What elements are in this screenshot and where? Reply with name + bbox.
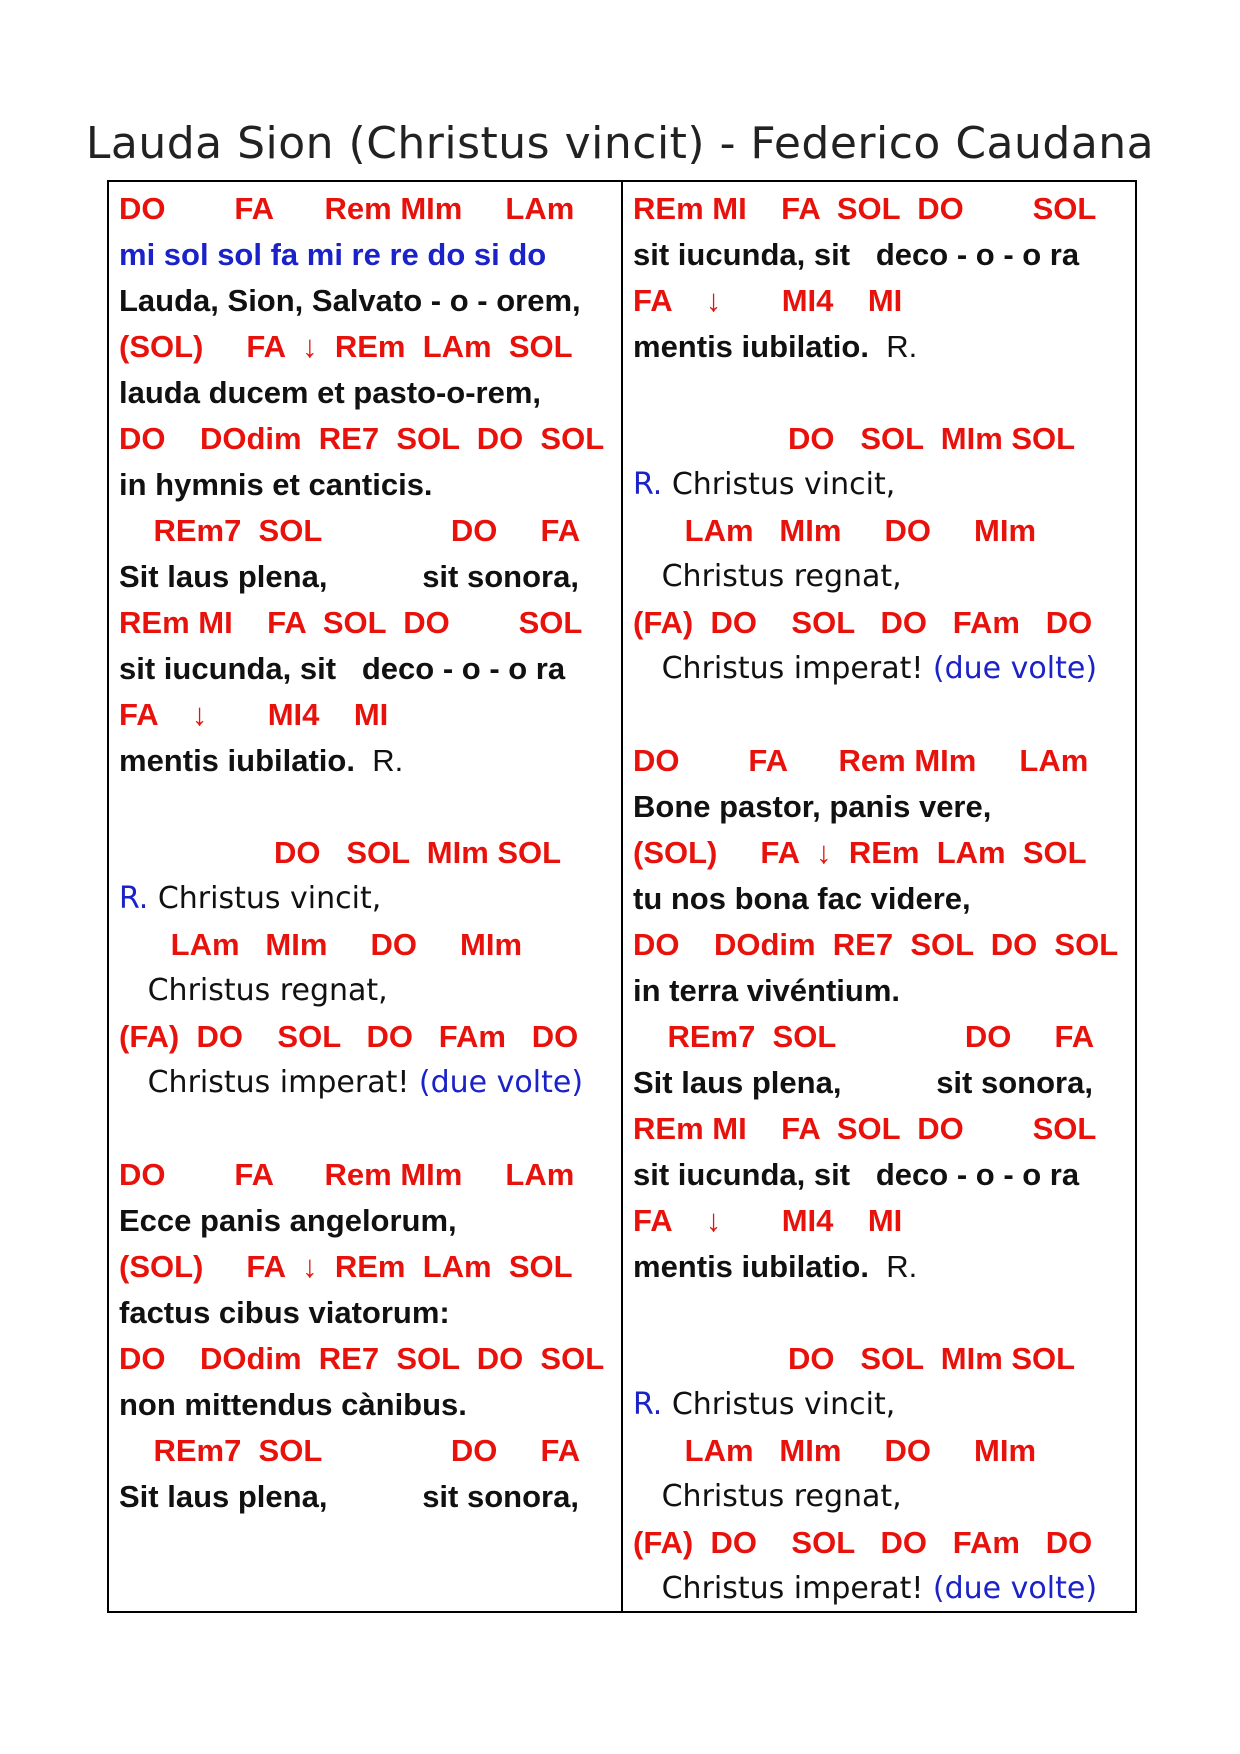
lyric-line: Bone pastor, panis vere,	[633, 789, 992, 824]
chord-line: LAm MIm DO MIm	[119, 927, 523, 962]
refrain-line	[119, 1060, 614, 1106]
chord-line: REm7 SOL DO FA	[119, 1433, 581, 1468]
repeat-note: (due volte)	[932, 651, 1098, 686]
chord-line: FA ↓ MI4 MI	[633, 283, 903, 318]
refrain-marker: R.	[372, 743, 404, 778]
lyric-line: Sit laus plena, sit sonora,	[633, 1065, 1093, 1100]
lyric-line: Sit laus plena, sit sonora,	[119, 559, 579, 594]
lyric-line: in hymnis et canticis.	[119, 467, 433, 502]
chord-line: LAm MIm DO MIm	[633, 1433, 1037, 1468]
chord-line: REm7 SOL DO FA	[633, 1019, 1095, 1054]
spacer	[633, 1290, 1133, 1336]
chord-line: REm MI FA SOL DO SOL	[119, 605, 583, 640]
refrain-line	[633, 1382, 1133, 1428]
refrain-line	[119, 876, 614, 922]
chord-line: DO SOL MIm SOL	[633, 421, 1076, 456]
chord-line: FA ↓ MI4 MI	[633, 1203, 903, 1238]
refrain-marker: R.	[119, 881, 149, 916]
refrain-text: Christus vincit,	[662, 1387, 896, 1422]
refrain-marker: R.	[886, 1249, 918, 1284]
solfege-line: mi sol sol fa mi re re do si do	[119, 237, 547, 272]
repeat-note: (due volte)	[932, 1571, 1098, 1606]
lyric-line: tu nos bona fac videre,	[633, 881, 971, 916]
chord-line: DO SOL MIm SOL	[633, 1341, 1076, 1376]
spacer	[633, 692, 1133, 738]
chord-line: (SOL) FA ↓ REm LAm SOL	[119, 329, 573, 364]
lyric-line: Ecce panis angelorum,	[119, 1203, 457, 1238]
refrain-line: Christus regnat,	[633, 559, 902, 594]
lyric-line: sit iucunda, sit deco - o - o ra	[633, 237, 1080, 272]
right-column	[633, 186, 1133, 1612]
chord-line: (FA) DO SOL DO FAm DO	[633, 605, 1093, 640]
chord-line: DO DOdim RE7 SOL DO SOL	[119, 421, 605, 456]
refrain-line	[633, 462, 1133, 508]
chord-line: DO SOL MIm SOL	[119, 835, 562, 870]
chord-line: REm MI FA SOL DO SOL	[633, 191, 1097, 226]
left-column	[119, 186, 614, 1520]
refrain-marker: R.	[633, 1387, 663, 1422]
lyric-line: factus cibus viatorum:	[119, 1295, 450, 1330]
lyric-line: sit iucunda, sit deco - o - o ra	[119, 651, 566, 686]
chord-line: (SOL) FA ↓ REm LAm SOL	[633, 835, 1087, 870]
refrain-text: Christus imperat!	[119, 1065, 419, 1100]
lyric-text: mentis iubilatio.	[633, 329, 869, 364]
lyric-line: Lauda, Sion, Salvato - o - orem,	[119, 283, 581, 318]
lyric-line: sit iucunda, sit deco - o - o ra	[633, 1157, 1080, 1192]
repeat-note: (due volte)	[418, 1065, 584, 1100]
lyric-text: mentis iubilatio.	[633, 1249, 869, 1284]
chord-line: (SOL) FA ↓ REm LAm SOL	[119, 1249, 573, 1284]
lyric-line: non mittendus cànibus.	[119, 1387, 467, 1422]
refrain-line: Christus regnat,	[633, 1479, 902, 1514]
spacer	[633, 370, 1133, 416]
lyric-text: mentis iubilatio.	[119, 743, 355, 778]
lyric-line: Sit laus plena, sit sonora,	[119, 1479, 579, 1514]
refrain-text: Christus vincit,	[662, 467, 896, 502]
chord-line: DO DOdim RE7 SOL DO SOL	[633, 927, 1119, 962]
refrain-marker: R.	[886, 329, 918, 364]
chord-line: REm7 SOL DO FA	[119, 513, 581, 548]
lyric-line	[633, 324, 1133, 370]
refrain-text: Christus vincit,	[148, 881, 382, 916]
chord-line: (FA) DO SOL DO FAm DO	[119, 1019, 579, 1054]
refrain-text: Christus imperat!	[633, 1571, 933, 1606]
refrain-marker: R.	[633, 467, 663, 502]
refrain-line	[633, 1566, 1133, 1612]
lyric-line	[119, 738, 614, 784]
refrain-text: Christus imperat!	[633, 651, 933, 686]
chord-line: FA ↓ MI4 MI	[119, 697, 389, 732]
chord-line: DO FA Rem MIm LAm	[119, 191, 575, 226]
chord-line: LAm MIm DO MIm	[633, 513, 1037, 548]
chord-line: (FA) DO SOL DO FAm DO	[633, 1525, 1093, 1560]
page-title: Lauda Sion (Christus vincit) - Federico Caudana	[85, 118, 1155, 169]
refrain-line: Christus regnat,	[119, 973, 388, 1008]
spacer	[119, 784, 614, 830]
chord-line: REm MI FA SOL DO SOL	[633, 1111, 1097, 1146]
lyric-line: lauda ducem et pasto-o-rem,	[119, 375, 542, 410]
refrain-line	[633, 646, 1133, 692]
spacer	[119, 1106, 614, 1152]
lyric-line	[633, 1244, 1133, 1290]
column-divider	[621, 180, 623, 1613]
lyric-line: in terra vivéntium.	[633, 973, 901, 1008]
chord-line: DO FA Rem MIm LAm	[119, 1157, 575, 1192]
chord-line: DO FA Rem MIm LAm	[633, 743, 1089, 778]
chord-line: DO DOdim RE7 SOL DO SOL	[119, 1341, 605, 1376]
